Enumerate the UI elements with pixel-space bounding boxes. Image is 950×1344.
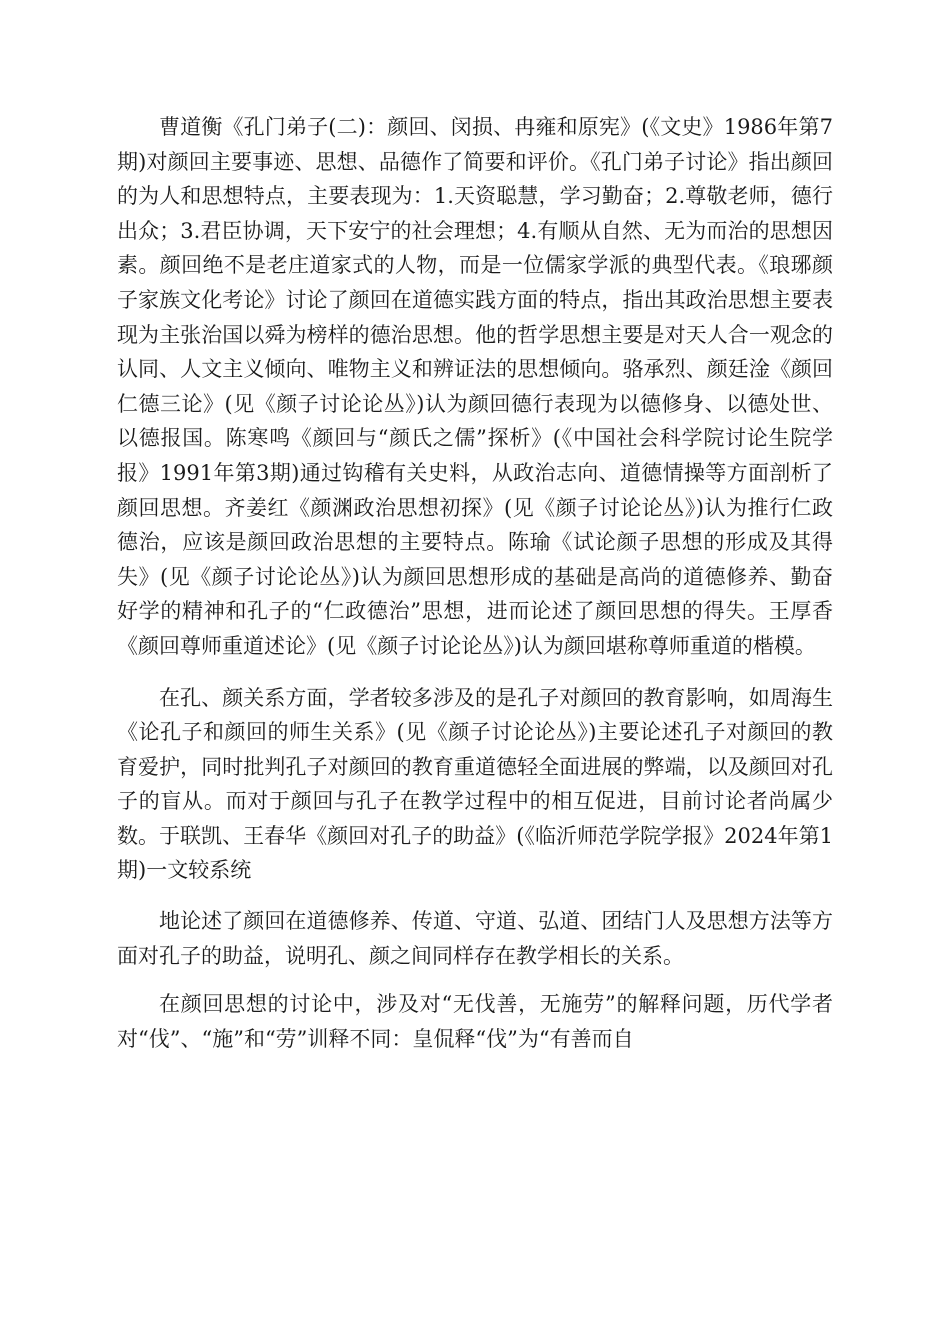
document-body xyxy=(117,110,833,1056)
paragraph-yanhui-research-overview: 曹道衡《孔门弟子(二)：颜回、闵损、冉雍和原宪》(《文史》1986年第7期)对颜回主要事迹、思想、品德作了简要和评价。《孔门弟子讨论》指出颜回的为人和思想特点，主要表现为：1.天资聪慧，学习勤奋；2.尊敬老师，德行出众；3.君臣协调，天下安宁的社会理想；4.有顺从自然、无为而治的思想因素。颜回绝不是老庄道家式的人物，而是一位儒家学派的典型代表。《琅琊颜子家族文化考论》讨论了颜回在道德实践方面的特点，指出其政治思想主要表现为主张治国以舜为榜样的德治思想。他的哲学思想主要是对天人合一观念的认同、人文主义倾向、唯物主义和辨证法的思想倾向。骆承烈、颜廷淦《颜回仁德三论》(见《颜子讨论论丛》)认为颜回德行表现为以德修身、以德处世、以德报国。陈寒鸣《颜回与“颜氏之儒”探析》(《中国社会科学院讨论生院学报》1991年第3期)通过钩稽有关史料，从政治志向、道德情操等方面剖析了颜回思想。齐姜红《颜渊政治思想初探》(见《颜子讨论论丛》)认为推行仁政德治，应该是颜回政治思想的主要特点。陈瑜《试论颜子思想的形成及其得失》(见《颜子讨论论丛》)认为颜回思想形成的基础是高尚的道德修养、勤奋好学的精神和孔子的“仁政德治”思想，进而论述了颜回思想的得失。王厚香《颜回尊师重道述论》(见《颜子讨论论丛》)认为颜回堪称尊师重道的楷模。 xyxy=(117,115,833,658)
paragraph-kong-yan-relationship: 在孔、颜关系方面，学者较多涉及的是孔子对颜回的教育影响，如周海生《论孔子和颜回的师生关系》(见《颜子讨论论丛》)主要论述孔子对颜回的教育爱护，同时批判孔子对颜回的教育重道德轻全面进展的弊端，以及颜回对孔子的盲从。而对于颜回与孔子在教学过程中的相互促进，目前讨论者尚属少数。于联凯、王春华《颜回对孔子的助益》(《临沂师范学院学报》2024年第1期)一文较系统 xyxy=(117,685,833,883)
paragraph-wufashan-interpretation: 在颜回思想的讨论中，涉及对“无伐善，无施劳”的解释问题，历代学者对“伐”、“施”和“劳”训释不同：皇侃释“伐”为“有善而自 xyxy=(117,992,833,1051)
paragraph-yanhui-assistance: 地论述了颜回在道德修养、传道、守道、弘道、团结门人及思想方法等方面对孔子的助益，说明孔、颜之间同样存在教学相长的关系。 xyxy=(117,909,833,968)
